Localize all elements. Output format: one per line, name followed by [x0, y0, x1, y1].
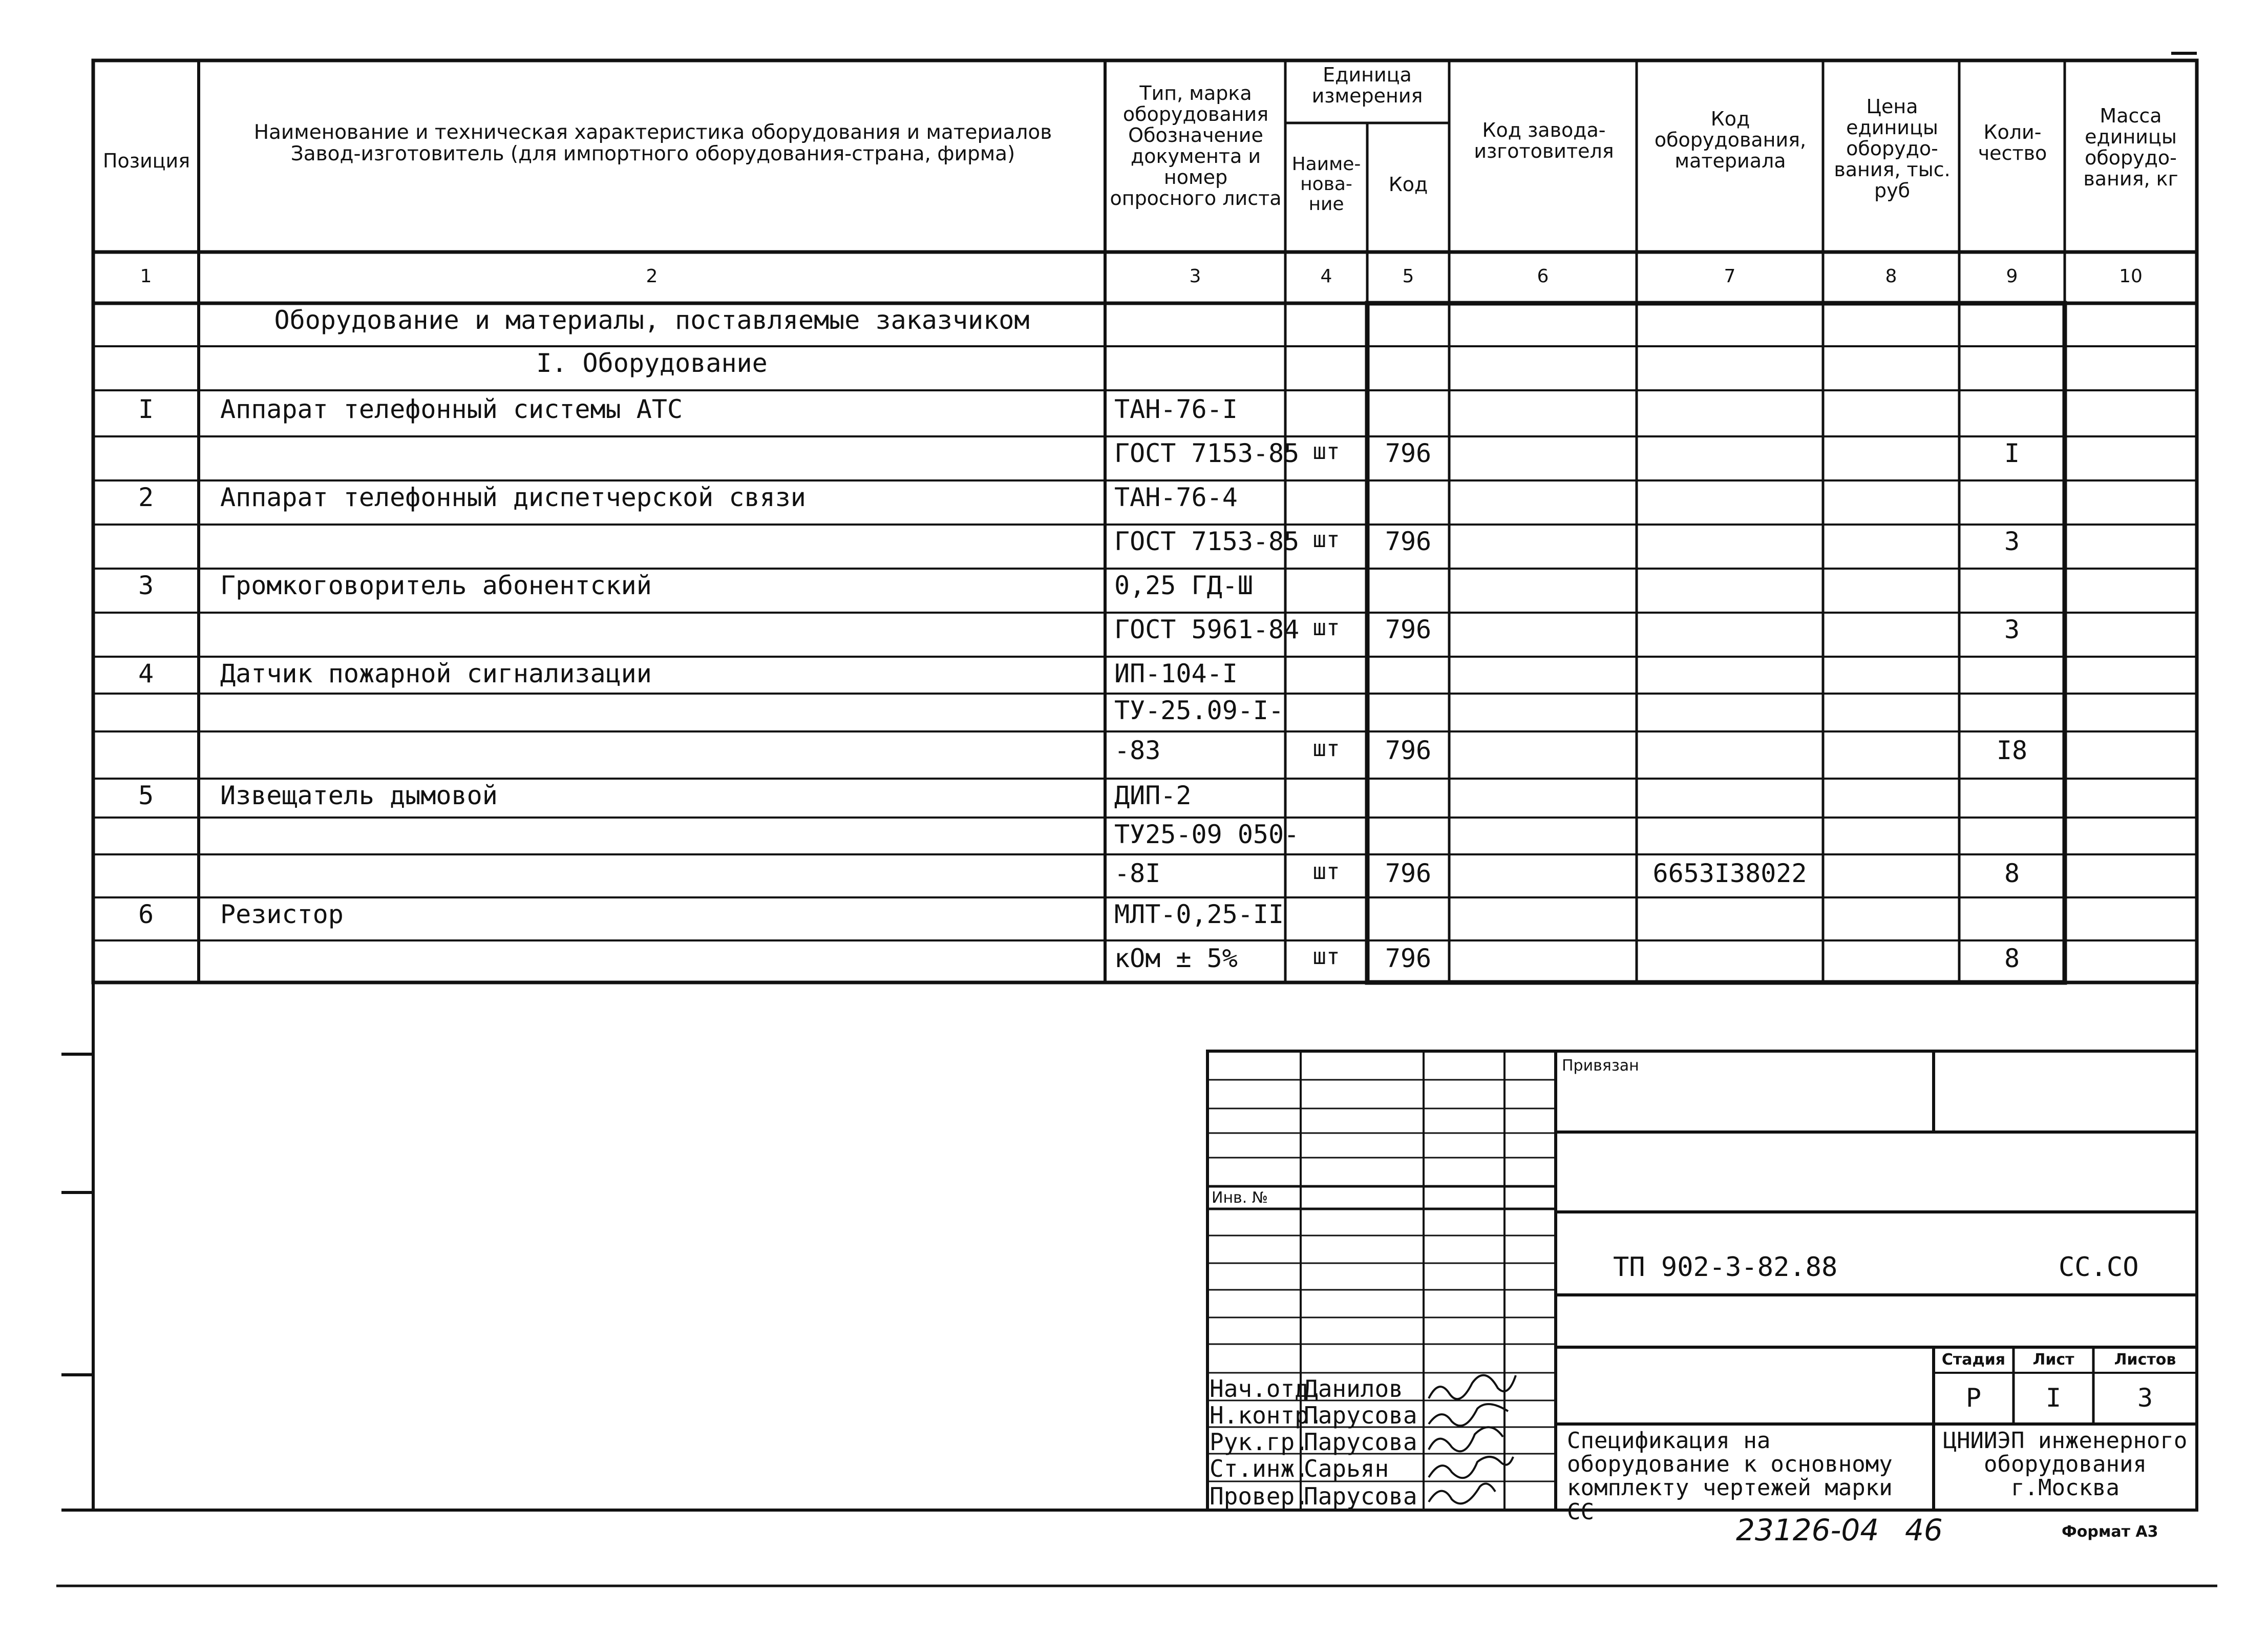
stamp-mark: СС.СО: [2059, 1252, 2139, 1283]
cell-code: 796: [1385, 527, 1432, 556]
cell-name: Датчик пожарной сигнализации: [220, 659, 652, 688]
cell-type: -83: [1114, 736, 1161, 765]
header-position: Позиция: [102, 150, 190, 172]
signer-name: Парусова: [1304, 1401, 1417, 1429]
header-unit-code: Код: [1388, 173, 1428, 196]
cell-type: ТУ-25.09-I-: [1114, 696, 1284, 725]
cell-type: ТАН-76-I: [1114, 394, 1238, 424]
col-number: 1: [140, 266, 152, 287]
cell-type: ИП-104-I: [1114, 659, 1238, 688]
cell-type: ТУ25-09 050-: [1114, 820, 1300, 849]
cell-pos: I: [138, 394, 154, 424]
signer-name: Сарьян: [1304, 1455, 1389, 1482]
col-number: 6: [1537, 266, 1549, 287]
stamp-organization: ЦНИИЭП инженерного оборудования г.Москва: [1943, 1428, 2188, 1501]
cell-unit: шт: [1312, 944, 1340, 970]
stamp-title: Спецификация на оборудование к основному комплекту чертежей марки СС: [1567, 1428, 1893, 1525]
handwritten-page-number: 46: [1905, 1513, 1943, 1547]
cell-name: Аппарат телефонный диспетчерской связи: [220, 483, 806, 512]
cell-type: кОм ± 5%: [1114, 944, 1238, 973]
signer-role: Ст.инж.: [1210, 1455, 1309, 1482]
cell-name: Оборудование и материалы, поставляемые заказчиком: [274, 305, 1030, 335]
col-number: 7: [1724, 266, 1736, 287]
handwritten-archive-code: 23126-04: [1736, 1513, 1879, 1547]
cell-type: МЛТ-0,25-II: [1114, 899, 1284, 929]
cell-name: I. Оборудование: [536, 348, 768, 378]
cell-pos: 5: [138, 781, 154, 810]
col-number: 2: [646, 266, 658, 287]
header-price: Цена единицы оборудо- вания, тыс. руб: [1834, 95, 1951, 202]
cell-type: ДИП-2: [1114, 781, 1192, 810]
cell-qty: 8: [2004, 944, 2020, 973]
signer-role: Н.контр.: [1210, 1401, 1323, 1429]
header-unit-name: Наиме- нова- ние: [1291, 154, 1361, 215]
cell-qty: 8: [2004, 859, 2020, 888]
cell-type: ТАН-76-4: [1114, 483, 1238, 512]
cell-qty: 3: [2004, 527, 2020, 556]
stamp-inv-no: Инв. №: [1212, 1189, 1268, 1207]
signer-name: Данилов: [1304, 1375, 1403, 1402]
stamp-doc-code: ТП 902-3-82.88: [1613, 1252, 1838, 1283]
col-number: 3: [1189, 266, 1201, 287]
col-number: 8: [1885, 266, 1897, 287]
stamp-sheet: I: [2045, 1383, 2062, 1413]
cell-name: Извещатель дымовой: [220, 781, 498, 810]
cell-type: ГОСТ 5961-84: [1114, 615, 1300, 644]
cell-pos: 2: [138, 483, 154, 512]
cell-type: ГОСТ 7153-85: [1114, 527, 1300, 556]
header-name: Наименование и техническая характеристика оборудования и материалов Завод-изготовитель (для импортного оборудования-страна, фирма): [253, 121, 1052, 166]
format-label: Формат А3: [2062, 1523, 2158, 1541]
col-number: 5: [1402, 266, 1414, 287]
cell-unit: шт: [1312, 615, 1340, 641]
signer-role: Рук.гр.: [1210, 1428, 1309, 1456]
header-quantity: Коли- чество: [1978, 121, 2047, 165]
cell-unit: шт: [1312, 859, 1340, 885]
cell-qty: I8: [1996, 736, 2028, 765]
header-mass: Масса единицы оборудо- вания, кг: [2083, 104, 2178, 191]
col-number: 10: [2119, 266, 2143, 287]
cell-type: ГОСТ 7153-85: [1114, 438, 1300, 468]
cell-code: 796: [1385, 944, 1432, 973]
stamp-stage: Р: [1965, 1383, 1982, 1413]
cell-name: Резистор: [220, 899, 344, 929]
cell-name: Аппарат телефонный системы АТС: [220, 394, 683, 424]
stamp-stage-label: Стадия: [1941, 1351, 2006, 1369]
cell-name: Громкоговоритель абонентский: [220, 571, 652, 600]
signatures: [1429, 1375, 1516, 1504]
stamp-sheet-label: Лист: [2032, 1351, 2074, 1369]
cell-code: 796: [1385, 736, 1432, 765]
header-type: Тип, марка оборудования Обозначение документа и номер опросного листа: [1110, 82, 1282, 210]
cell-type: 0,25 ГД-Ш: [1114, 571, 1253, 600]
signer-role: Нач.отд.: [1210, 1375, 1323, 1402]
signer-name: Парусова: [1304, 1428, 1417, 1456]
cell-unit: шт: [1312, 527, 1340, 553]
stamp-sheets: 3: [2137, 1383, 2153, 1413]
col-number: 4: [1320, 266, 1332, 287]
header-unit-group: Единица измерения: [1311, 64, 1423, 108]
cell-type: -8I: [1114, 859, 1161, 888]
cell-qty: 3: [2004, 615, 2020, 644]
header-material-code: Код оборудования, материала: [1654, 108, 1807, 173]
cell-unit: шт: [1312, 438, 1340, 465]
signer-role: Провер.: [1210, 1482, 1309, 1510]
cell-code: 796: [1385, 438, 1432, 468]
cell-code: 796: [1385, 859, 1432, 888]
signer-name: Парусова: [1304, 1482, 1417, 1510]
col-number: 9: [2006, 266, 2018, 287]
stamp-sheets-label: Листов: [2114, 1351, 2176, 1369]
cell-qty: I: [2004, 438, 2020, 468]
header-plant-code: Код завода- изготовителя: [1474, 119, 1614, 163]
cell-matcode: 6653I38022: [1652, 859, 1807, 888]
cell-code: 796: [1385, 615, 1432, 644]
cell-pos: 4: [138, 659, 154, 688]
cell-unit: шт: [1312, 736, 1340, 762]
cell-pos: 6: [138, 899, 154, 929]
cell-pos: 3: [138, 571, 154, 600]
stamp-privyazan: Привязан: [1562, 1057, 1639, 1075]
